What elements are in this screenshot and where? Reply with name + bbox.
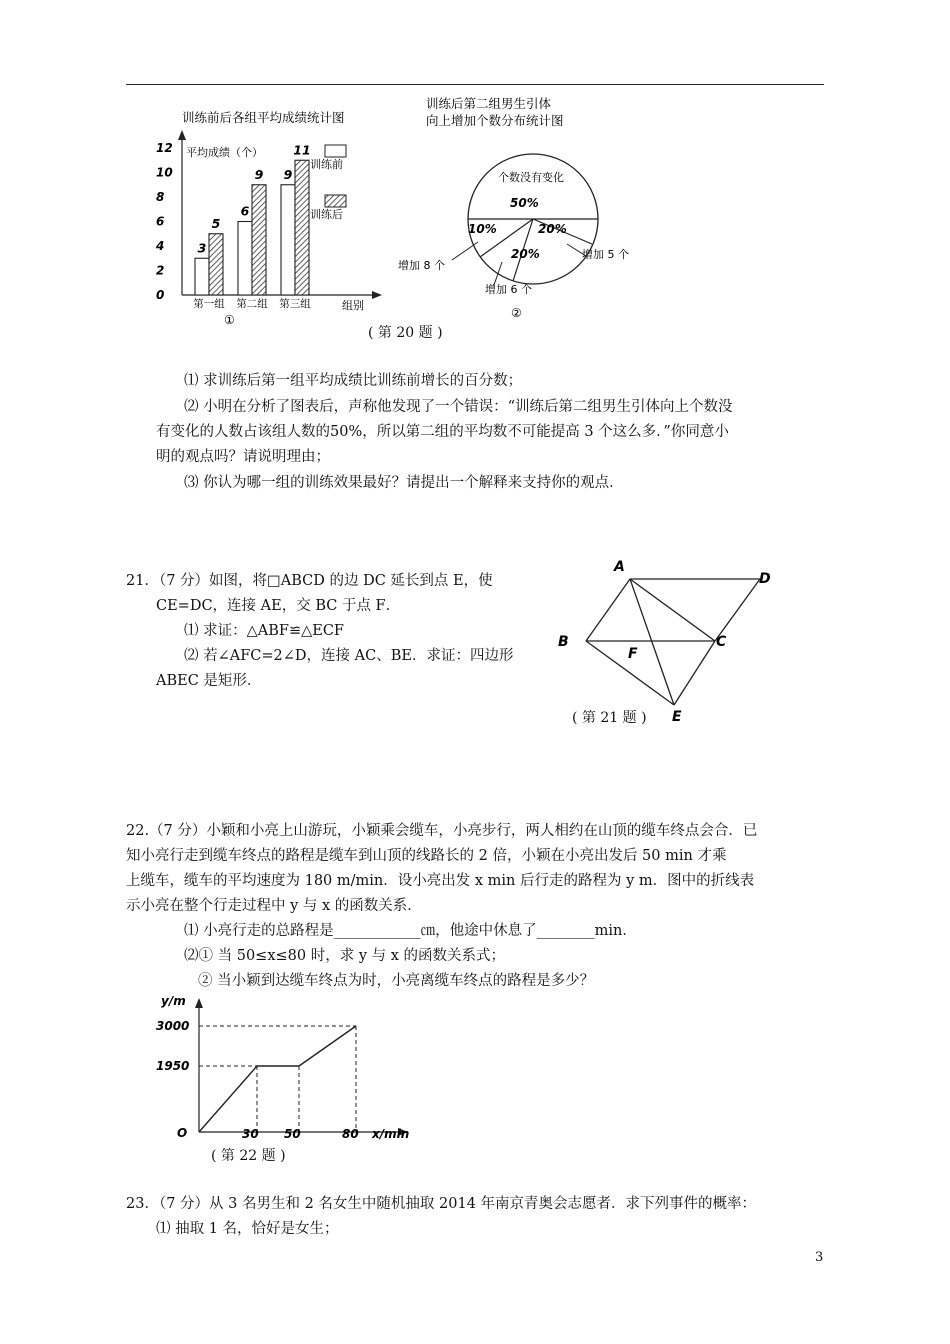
q20-part1: ⑴ 求训练后第一组平均成绩比训练前增长的百分数； bbox=[184, 373, 523, 389]
y-tick-6: 6 bbox=[156, 214, 165, 229]
q22-line4: 示小亮在整个行走过程中 y 与 x 的函数关系． bbox=[126, 898, 422, 914]
point-C: C bbox=[716, 634, 727, 650]
q21-caption: ( 第 21 题 ) bbox=[572, 710, 647, 726]
bar-第一组-训练前 bbox=[195, 258, 209, 295]
pie-label-add6: 增加 6 个 bbox=[485, 283, 532, 296]
graph-x30: 30 bbox=[242, 1127, 259, 1141]
q21-line2: CE=DC，连接 AE，交 BC 于点 F． bbox=[156, 598, 401, 614]
leader-add8 bbox=[452, 242, 478, 260]
y-tick-10: 10 bbox=[156, 165, 173, 180]
q20-part2-line1: ⑵ 小明在分析了图表后，声称他发现了一个错误：“训练后第二组男生引体向上个数没 bbox=[184, 399, 733, 415]
q22-caption: ( 第 22 题 ) bbox=[211, 1148, 286, 1164]
graph-x80: 80 bbox=[342, 1127, 359, 1141]
q20-caption: ( 第 20 题 ) bbox=[368, 325, 443, 341]
bar-第二组-训练前 bbox=[238, 222, 252, 296]
y-axis-label: 平均成绩（个） bbox=[186, 146, 263, 159]
graph-y-arrow bbox=[195, 998, 203, 1008]
legend-before-box bbox=[325, 145, 346, 157]
y-tick-0: 0 bbox=[156, 288, 165, 302]
bar-chart bbox=[140, 100, 400, 335]
y-tick-12: 12 bbox=[156, 141, 173, 155]
bar-label-第三组-训练后: 11 bbox=[293, 142, 311, 158]
category-第三组: 第三组 bbox=[279, 298, 311, 310]
q23-line2: ⑴ 抽取 1 名，恰好是女生； bbox=[156, 1221, 339, 1237]
graph-y1950: 1950 bbox=[156, 1059, 190, 1073]
q22-line7: ② 当小颖到达缆车终点为时，小亮离缆车终点的路程是多少？ bbox=[198, 973, 595, 989]
point-B: B bbox=[558, 634, 569, 650]
q22-line2: 知小亮行走到缆车终点的路程是缆车到山顶的线路长的 2 倍，小颖在小亮出发后 50 min 才乘 bbox=[126, 848, 727, 864]
legend-after-label: 训练后 bbox=[310, 208, 343, 221]
legend-after-box bbox=[325, 195, 346, 207]
segment-AE bbox=[630, 579, 674, 705]
graph-origin: O bbox=[177, 1126, 188, 1140]
y-tick-4: 4 bbox=[156, 239, 165, 253]
category-第二组: 第二组 bbox=[236, 298, 268, 310]
bar-第三组-训练前 bbox=[281, 185, 295, 295]
point-A: A bbox=[614, 559, 625, 575]
legend-before-label: 训练前 bbox=[310, 158, 343, 171]
pie-pct-20b: 20% bbox=[511, 247, 540, 261]
segment-CE bbox=[674, 641, 715, 705]
q23-line1: 23．（7 分）从 3 名男生和 2 名女生中随机抽取 2014 年南京青奥会志愿者．求下列事件的概率： bbox=[126, 1196, 757, 1212]
pie-label-no-change: 个数没有变化 bbox=[498, 171, 564, 184]
bar-label-第二组-训练前: 6 bbox=[240, 203, 250, 219]
parallelogram-figure bbox=[550, 555, 780, 730]
bar-第一组-训练后 bbox=[209, 234, 223, 295]
q22-line3: 上缆车，缆车的平均速度为 180 m/min．设小亮出发 x min 后行走的路程为 y m．图中的折线表 bbox=[126, 873, 755, 889]
bar-label-第一组-训练后: 5 bbox=[211, 215, 221, 231]
point-E: E bbox=[672, 709, 682, 725]
graph-y-label: y/m bbox=[161, 994, 186, 1008]
q21-line1: 21．（7 分）如图，将□ABCD 的边 DC 延长到点 E，使 bbox=[126, 573, 493, 589]
point-D: D bbox=[759, 571, 771, 587]
pie-chart bbox=[390, 92, 650, 324]
q22-line5: ⑴ 小亮行走的总路程是____________㎝，他途中休息了________min． bbox=[184, 923, 637, 939]
pie-label-add8: 增加 8 个 bbox=[398, 259, 445, 272]
bar-第三组-训练后 bbox=[295, 160, 309, 295]
graph-y3000: 3000 bbox=[156, 1019, 190, 1033]
q21-line3: ⑴ 求证：△ABF≌△ECF bbox=[184, 623, 344, 639]
chart1-figure-mark: ① bbox=[224, 313, 235, 327]
bar-第二组-训练后 bbox=[252, 185, 266, 295]
chart1-title: 训练前后各组平均成绩统计图 bbox=[182, 110, 345, 125]
pie-pct-10: 10% bbox=[468, 222, 497, 236]
q20-part2-line3: 明的观点吗？请说明理由； bbox=[156, 449, 330, 465]
function-graph bbox=[150, 990, 420, 1150]
x-axis-arrow bbox=[372, 291, 382, 299]
y-tick-2: 2 bbox=[156, 263, 165, 278]
q21-line5: ABEC 是矩形． bbox=[156, 673, 262, 689]
bars bbox=[195, 142, 311, 295]
y-tick-labels bbox=[155, 141, 173, 302]
pie-pct-20a: 20% bbox=[538, 222, 567, 236]
category-labels bbox=[193, 297, 311, 310]
x-axis-label: 组别 bbox=[342, 299, 364, 312]
graph-polyline bbox=[199, 1026, 356, 1132]
q22-line6: ⑵① 当 50≤x≤80 时，求 y 与 x 的函数关系式； bbox=[184, 948, 506, 964]
bar-label-第二组-训练后: 9 bbox=[254, 166, 264, 182]
chart2-title-line1: 训练后第二组男生引体 bbox=[426, 96, 552, 111]
chart2-title-line2: 向上增加个数分布统计图 bbox=[426, 113, 564, 128]
q20-part2-line2: 有变化的人数占该组人数的50%，所以第二组的平均数不可能提高 3 个这么多．”你同意小 bbox=[156, 424, 729, 440]
q22-line1: 22.（7 分）小颖和小亮上山游玩，小颖乘会缆车，小亮步行，两人相约在山顶的缆车终点会合．已 bbox=[126, 823, 758, 839]
graph-x50: 50 bbox=[284, 1127, 301, 1141]
bar-label-第三组-训练前: 9 bbox=[283, 166, 293, 182]
pie-label-add5: 增加 5 个 bbox=[582, 248, 629, 261]
graph-x-label: x/min bbox=[372, 1127, 410, 1141]
chart2-figure-mark: ② bbox=[511, 306, 522, 320]
header-rule bbox=[126, 84, 824, 85]
segment-AC bbox=[630, 579, 715, 641]
q20-part3: ⑶ 你认为哪一组的训练效果最好？请提出一个解释来支持你的观点． bbox=[184, 475, 624, 491]
bar-label-第一组-训练前: 3 bbox=[197, 240, 207, 256]
q21-line4: ⑵ 若∠AFC=2∠D，连接 AC、BE．求证：四边形 bbox=[184, 648, 514, 664]
point-F: F bbox=[628, 646, 638, 662]
y-axis-arrow bbox=[178, 130, 186, 140]
page-number: 3 bbox=[815, 1250, 824, 1265]
segment-DC bbox=[715, 579, 760, 641]
category-第一组: 第一组 bbox=[193, 298, 225, 310]
pie-pct-50: 50% bbox=[510, 196, 539, 210]
segment-AB bbox=[586, 579, 630, 641]
y-tick-8: 8 bbox=[156, 190, 165, 204]
